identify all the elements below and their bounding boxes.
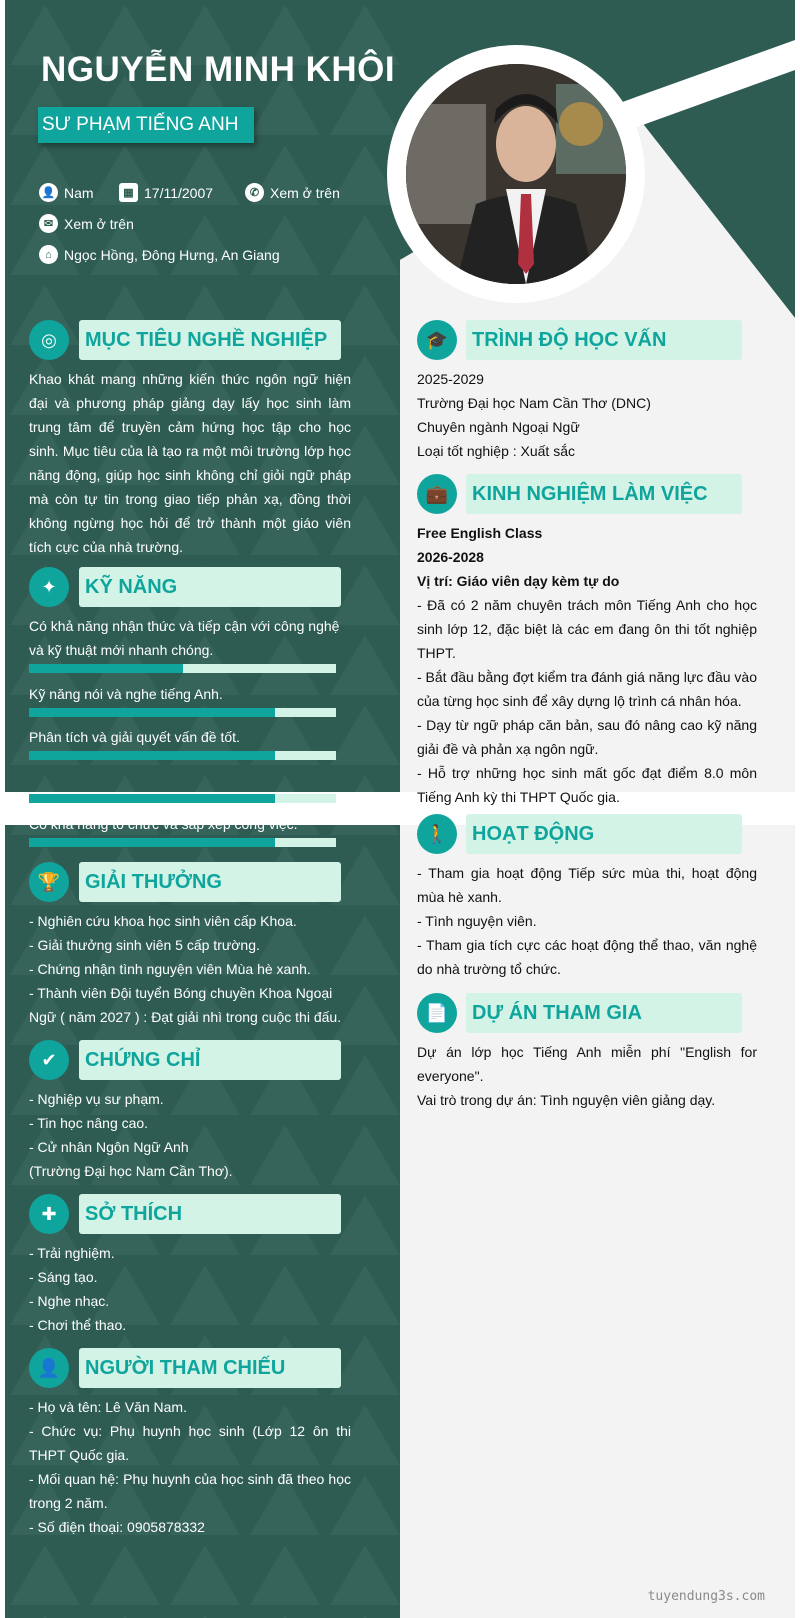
list-item: - Giải thưởng sinh viên 5 cấp trường. [29, 937, 260, 953]
skill-label: Kỹ năng nói và nghe tiếng Anh. [29, 686, 223, 702]
list-item: - Mối quan hệ: Phụ huynh của học sinh đã theo học trong 2 năm. [29, 1471, 351, 1511]
list-item: - Đã có 2 năm chuyên trách môn Tiếng Anh cho học sinh lớp 12, đặc biệt là các em đang ôn thi tốt nghiệp THPT. [417, 597, 757, 661]
email-info [39, 214, 134, 233]
skill-label: Có khả năng tổ chức và sắp xếp công việc. [29, 816, 298, 832]
skill-bar [29, 708, 336, 717]
list-item: - Cử nhân Ngôn Ngữ Anh [29, 1139, 189, 1155]
skill-label: Có khả năng nhận thức và tiếp cận với công nghệ và kỹ thuật mới nhanh chóng. [29, 618, 340, 658]
skills-title: KỸ NĂNG [79, 567, 341, 607]
education-years: 2025-2029 [417, 371, 484, 387]
skill-bar-fill [29, 838, 275, 847]
hobbies-list [29, 1241, 351, 1337]
user-icon: 👤 [39, 183, 58, 202]
experience-position: Vị trí: Giáo viên dạy kèm tự do [417, 573, 620, 589]
graduation-cap-icon: 🎓 [417, 320, 457, 360]
list-item: - Tình nguyện viên. [417, 913, 537, 929]
address-info [39, 245, 280, 264]
skills-icon: ✦ [29, 567, 69, 607]
list-item: Vai trò trong dự án: Tình nguyện viên giảng dạy. [417, 1092, 716, 1108]
skill-bar-fill [29, 794, 275, 803]
avatar [406, 64, 626, 284]
list-item: - Chức vụ: Phụ huynh học sinh (Lớp 12 ôn thi THPT Quốc gia. [29, 1423, 351, 1463]
list-item: - Chơi thể thao. [29, 1317, 127, 1333]
reference-list [29, 1395, 351, 1539]
projects-title: DỰ ÁN THAM GIA [466, 993, 742, 1033]
experience-block [417, 521, 757, 809]
hobbies-title: SỞ THÍCH [79, 1194, 341, 1234]
cv-page [5, 0, 795, 1618]
address-text: Ngọc Hồng, Đông Hưng, An Giang [64, 246, 280, 263]
skill-bar-fill [29, 708, 275, 717]
experience-title: KINH NGHIỆM LÀM VIỆC [466, 474, 742, 514]
mail-icon: ✉ [39, 214, 58, 233]
list-item: - Thành viên Đội tuyển Bóng chuyền Khoa Ngoại Ngữ ( năm 2027 ) : Đạt giải nhì trong cuộc thi đấu. [29, 985, 342, 1025]
reference-title: NGƯỜI THAM CHIẾU [79, 1348, 341, 1388]
dob-info [119, 183, 213, 202]
activities-title: HOẠT ĐỘNG [466, 814, 742, 854]
phone-icon: ✆ [245, 183, 264, 202]
list-item: - Số điện thoại: 0905878332 [29, 1519, 205, 1535]
awards-list [29, 909, 351, 1029]
career-title: MỤC TIÊU NGHỀ NGHIỆP [79, 320, 341, 360]
experience-years: 2026-2028 [417, 549, 484, 565]
awards-title: GIẢI THƯỞNG [79, 862, 341, 902]
puzzle-icon: ✚ [29, 1194, 69, 1234]
list-item: - Nghiên cứu khoa học sinh viên cấp Khoa. [29, 913, 297, 929]
calendar-icon: ▦ [119, 183, 138, 202]
skill-bar [29, 751, 336, 760]
gender-text: Nam [64, 184, 94, 201]
list-item: - Trải nghiệm. [29, 1245, 115, 1261]
list-item: - Tin học nâng cao. [29, 1115, 149, 1131]
briefcase-icon: 💼 [417, 474, 457, 514]
list-item: - Dạy từ ngữ pháp căn bản, sau đó nâng cao kỹ năng giải đề và phản xạ ngôn ngữ. [417, 717, 757, 757]
skill-bar [29, 838, 336, 847]
list-item: - Nghiệp vụ sư phạm. [29, 1091, 164, 1107]
phone-text: Xem ở trên [270, 184, 340, 201]
candidate-name: NGUYỄN MINH KHÔI [41, 50, 396, 89]
accessibility-icon: 🚶 [417, 814, 457, 854]
list-item: Dự án lớp học Tiếng Anh miễn phí "English for everyone". [417, 1044, 757, 1084]
list-item: (Trường Đại học Nam Cần Thơ). [29, 1163, 233, 1179]
skill-bar-fill [29, 751, 275, 760]
person-icon: 👤 [29, 1348, 69, 1388]
skill-bar [29, 664, 336, 673]
footer-watermark: tuyendung3s.com [647, 1589, 765, 1604]
trophy-icon: 🏆 [29, 862, 69, 902]
education-school: Trường Đại học Nam Cần Thơ (DNC) [417, 395, 651, 411]
list-item: - Hỗ trợ những học sinh mất gốc đạt điểm 8.0 môn Tiếng Anh kỳ thi THPT Quốc gia. [417, 765, 757, 805]
home-icon: ⌂ [39, 245, 58, 264]
education-major: Chuyên ngành Ngoại Ngữ [417, 419, 580, 435]
list-item: - Sáng tạo. [29, 1269, 98, 1285]
list-item: - Chứng nhận tình nguyện viên Mùa hè xanh. [29, 961, 311, 977]
projects-list [417, 1040, 757, 1112]
education-block [417, 367, 757, 463]
list-item: - Tham gia hoạt động Tiếp sức mùa thi, hoạt động mùa hè xanh. [417, 865, 757, 905]
list-item: - Bắt đầu bằng đợt kiểm tra đánh giá năng lực đầu vào của từng học sinh để xây dựng lộ trình cá nhân hóa. [417, 669, 757, 709]
education-grade: Loại tốt nghiệp : Xuất sắc [417, 443, 575, 459]
list-item: - Nghe nhạc. [29, 1293, 110, 1309]
skill-label: Phân tích và giải quyết vấn đề tốt. [29, 729, 240, 745]
candidate-role: SƯ PHẠM TIẾNG ANH [38, 107, 254, 143]
education-title: TRÌNH ĐỘ HỌC VẤN [466, 320, 742, 360]
certs-list [29, 1087, 351, 1183]
phone-info [245, 183, 340, 202]
list-item: - Họ và tên: Lê Văn Nam. [29, 1399, 187, 1415]
activities-list [417, 861, 757, 981]
gender-info [39, 183, 94, 202]
email-text: Xem ở trên [64, 215, 134, 232]
badge-check-icon: ✔ [29, 1040, 69, 1080]
target-icon: ◎ [29, 320, 69, 360]
skill-bar [29, 794, 336, 803]
dob-text: 17/11/2007 [144, 184, 214, 201]
document-icon: 📄 [417, 993, 457, 1033]
career-text: Khao khát mang những kiến thức ngôn ngữ hiện đại và phương pháp giảng dạy lấy học sinh làm trung tâm để truyền cảm hứng học tập cho học sinh. Mục tiêu của là tạo ra một môi trường lớp học năng động, giúp học sinh không chỉ giỏi ngữ pháp mà còn tự tin trong giao tiếp phản xạ, đồng thời không ngừng học hỏi để trở thành một giáo viên tích cực của nhà trường. [29, 371, 351, 555]
list-item: - Tham gia tích cực các hoạt động thể thao, văn nghệ do nhà trường tổ chức. [417, 937, 757, 977]
skill-bar-fill [29, 664, 183, 673]
certs-title: CHỨNG CHỈ [79, 1040, 341, 1080]
experience-company: Free English Class [417, 525, 543, 541]
